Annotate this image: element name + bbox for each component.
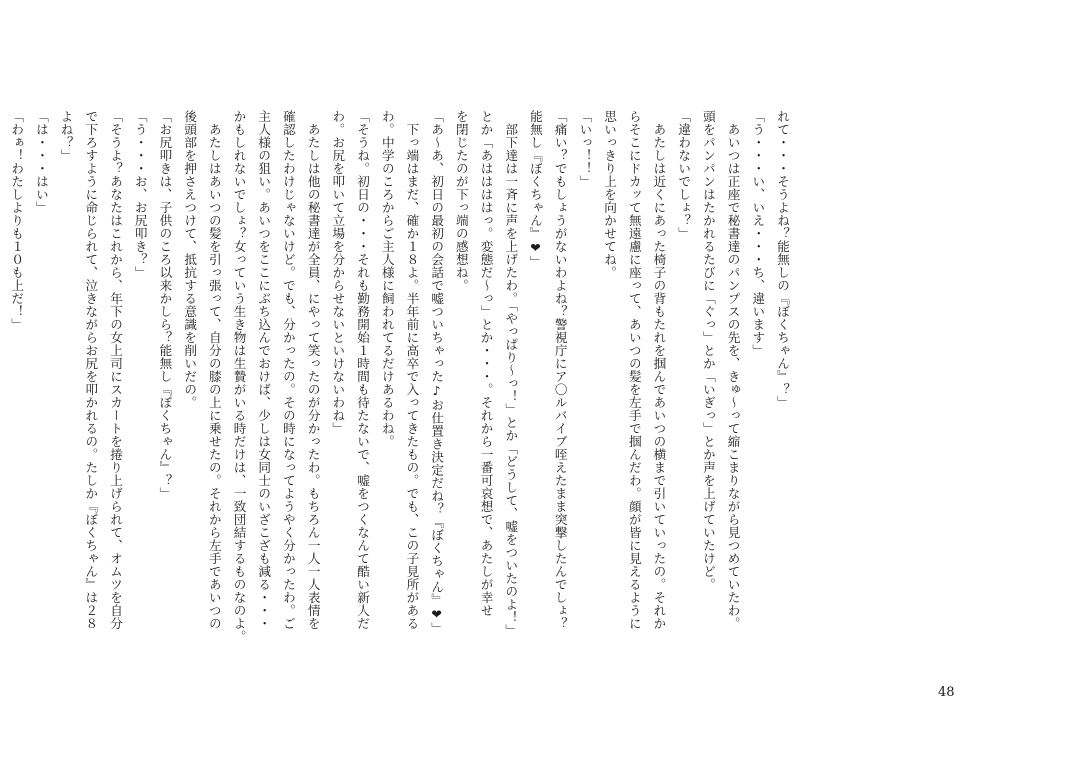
text-column: で下ろすように命じられて、泣きながらお尻を叩かれるの。たしか『ぼくちゃん』は２８: [83, 110, 99, 630]
text-column: 「違わないでしょ？」: [676, 110, 692, 240]
text-column: 頭をパンパンはたかれるたびに「ぐっ」とか「いぎっ」とか声を上げていたけど。: [700, 110, 716, 591]
text-column: を閉じたのが下っ端の感想ね。: [453, 110, 469, 292]
text-column: 後頭部を押さえつけて、抵抗する意識を削いだの。: [182, 110, 198, 409]
text-column: 確認したわけじゃないけど。でも、分かったの。その時になってようやく分かったわ。ご: [280, 110, 296, 630]
text-column: 部下達は一斉に声を上げたわ。「やっぱり〜っ！」とか「どうして、嘘をついたのよ！」: [503, 110, 519, 637]
text-column: 「う・・・い、いえ・・・ち、違います」: [750, 110, 766, 357]
text-column: あたしは近くにあった椅子の背もたれを掴んであいつの横まで引いていったの。それか: [651, 110, 667, 630]
text-column: わ。お尻を叩いて立場を分からせないといけないわね」: [330, 110, 346, 435]
text-column: れて・・・そうよね？能無しの『ぼくちゃん』？」: [775, 110, 790, 409]
text-column: 「あ〜あ、初日の最初の会話で嘘ついちゃった♪お仕置き決定だね？『ぼくちゃん』❤」: [429, 110, 445, 635]
text-column: 「は・・・はい」: [33, 110, 49, 214]
text-column: 「う・・・お、お尻叩き？」: [132, 110, 148, 279]
text-column: 主人様の狙い。あいつをここにぶち込んでおけば、少しは女同士のいざこざも減る・・・: [256, 110, 272, 630]
text-column: 下っ端はまだ、確か１８よ。半年前に高卒で入ってきたもの。でも、この子見所がある: [404, 110, 420, 630]
text-column: 思いっきり上を向かせてね。: [602, 110, 618, 279]
text-column: あいつは正座で秘書達のパンプスの先を、きゅ〜って縮こまりながら見つめていたわ。: [725, 110, 741, 630]
text-column: よね？」: [58, 110, 74, 162]
text-column: わ。中学のころからご主人様に飼われてるだけあるわね。: [379, 110, 395, 448]
text-column: 「痛い？でもしょうがないわよね？警視庁にア〇ルバイブ咥えたまま突撃したんでしょ？: [552, 110, 568, 630]
text-column: 能無し『ぼくちゃん』❤」: [527, 110, 543, 269]
text-column: [0, 110, 4, 696]
text-column: 「そうよ？あなたはこれから、年下の女上司にスカートを捲り上げられて、オムツを自分: [108, 110, 124, 630]
text-column: 「そうね。初日の・・・それも勤務開始１時間も待たないで、嘘をつくなんて酷い新人だ: [355, 110, 371, 630]
text-column: かもしれないでしょ？女っていう生き物は生贄がいる時だけは、一致団結するものなのよ。: [231, 110, 247, 643]
text-column: あたしは他の秘書達が全員、にやって笑ったのが分かったわ。もちろん一人一人表情を: [305, 110, 321, 630]
text-column: 「お尻叩きは、子供のころ以来かしら？能無し『ぼくちゃん』？」: [157, 110, 173, 500]
page-number: 48: [938, 685, 955, 700]
text-column: らそこにドカッて無遠慮に座って、あいつの髪を左手で掴んだわ。顔が皆に見えるように: [626, 110, 642, 630]
text-column: 「わぁ！わたしよりも１０も上だ！」: [9, 110, 25, 331]
text-column: あたしはあいつの髪を引っ張って、自分の膝の上に乗せたの。それから左手であいつの: [206, 110, 222, 630]
vertical-body-text: [9, 110, 794, 696]
text-column: とか「あははははっ。変態だ〜っ」とか・・・。それから一番可哀想で、あたしが幸せ: [478, 110, 494, 617]
text-column: 「いっ！！」: [577, 110, 593, 188]
